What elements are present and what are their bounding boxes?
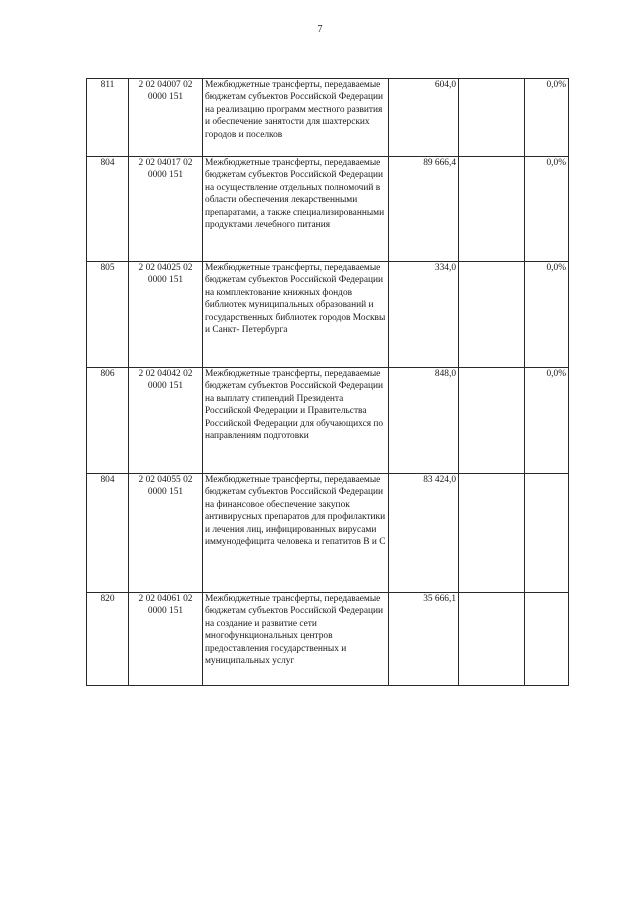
table-row xyxy=(87,157,569,262)
item-name-cell: Межбюджетные трансферты, передаваемые бюджетам субъектов Российской Федерации на осуществление отдельных полномочий в области обеспечения лекарственными препаратами, а также специализированными продуктами лечебного питания xyxy=(203,157,389,262)
table-row xyxy=(87,79,569,157)
table-row xyxy=(87,368,569,474)
org-code-cell: 804 xyxy=(87,474,129,593)
empty-cell xyxy=(459,157,525,262)
page-number: 7 xyxy=(317,24,323,35)
budget-code-cell: 2 02 04061 02 0000 151 xyxy=(129,593,203,686)
budget-code-cell: 2 02 04007 02 0000 151 xyxy=(129,79,203,157)
org-code-cell: 811 xyxy=(87,79,129,157)
budget-code-cell: 2 02 04025 02 0000 151 xyxy=(129,262,203,368)
percent-cell: 0,0% xyxy=(525,262,569,368)
item-name-cell: Межбюджетные трансферты, передаваемые бюджетам субъектов Российской Федерации на комплектование книжных фондов библиотек муниципальных образований и государственных библиотек городов Москвы и Санкт- Петербурга xyxy=(203,262,389,368)
amount-cell: 83 424,0 xyxy=(389,474,459,593)
item-name-cell: Межбюджетные трансферты, передаваемые бюджетам субъектов Российской Федерации на создание и развитие сети многофункциональных центров предоставления государственных и муниципальных услуг xyxy=(203,593,389,686)
empty-cell xyxy=(459,79,525,157)
empty-cell xyxy=(459,368,525,474)
amount-cell: 89 666,4 xyxy=(389,157,459,262)
table-row xyxy=(87,474,569,593)
item-name-cell: Межбюджетные трансферты, передаваемые бюджетам субъектов Российской Федерации на выплату стипендий Президента Российской Федерации и Правительства Российской Федерации для обучающихся по направлениям подготовки xyxy=(203,368,389,474)
amount-cell: 848,0 xyxy=(389,368,459,474)
percent-cell: 0,0% xyxy=(525,79,569,157)
budget-code-cell: 2 02 04017 02 0000 151 xyxy=(129,157,203,262)
empty-cell xyxy=(459,593,525,686)
org-code-cell: 806 xyxy=(87,368,129,474)
budget-table xyxy=(86,78,569,686)
percent-cell xyxy=(525,474,569,593)
item-name-cell: Межбюджетные трансферты, передаваемые бюджетам субъектов Российской Федерации на финансовое обеспечение закупок антивирусных препаратов для профилактики и лечения лиц, инфицированных вирусами иммунодефицита человека и гепатитов В и С xyxy=(203,474,389,593)
table-row xyxy=(87,262,569,368)
item-name-cell: Межбюджетные трансферты, передаваемые бюджетам субъектов Российской Федерации на реализацию программ местного развития и обеспечение занятости для шахтерских городов и поселков xyxy=(203,79,389,157)
budget-code-cell: 2 02 04042 02 0000 151 xyxy=(129,368,203,474)
org-code-cell: 805 xyxy=(87,262,129,368)
amount-cell: 35 666,1 xyxy=(389,593,459,686)
budget-code-cell: 2 02 04055 02 0000 151 xyxy=(129,474,203,593)
empty-cell xyxy=(459,262,525,368)
amount-cell: 604,0 xyxy=(389,79,459,157)
org-code-cell: 804 xyxy=(87,157,129,262)
amount-cell: 334,0 xyxy=(389,262,459,368)
table-row xyxy=(87,593,569,686)
percent-cell: 0,0% xyxy=(525,157,569,262)
empty-cell xyxy=(459,474,525,593)
percent-cell: 0,0% xyxy=(525,368,569,474)
percent-cell xyxy=(525,593,569,686)
org-code-cell: 820 xyxy=(87,593,129,686)
